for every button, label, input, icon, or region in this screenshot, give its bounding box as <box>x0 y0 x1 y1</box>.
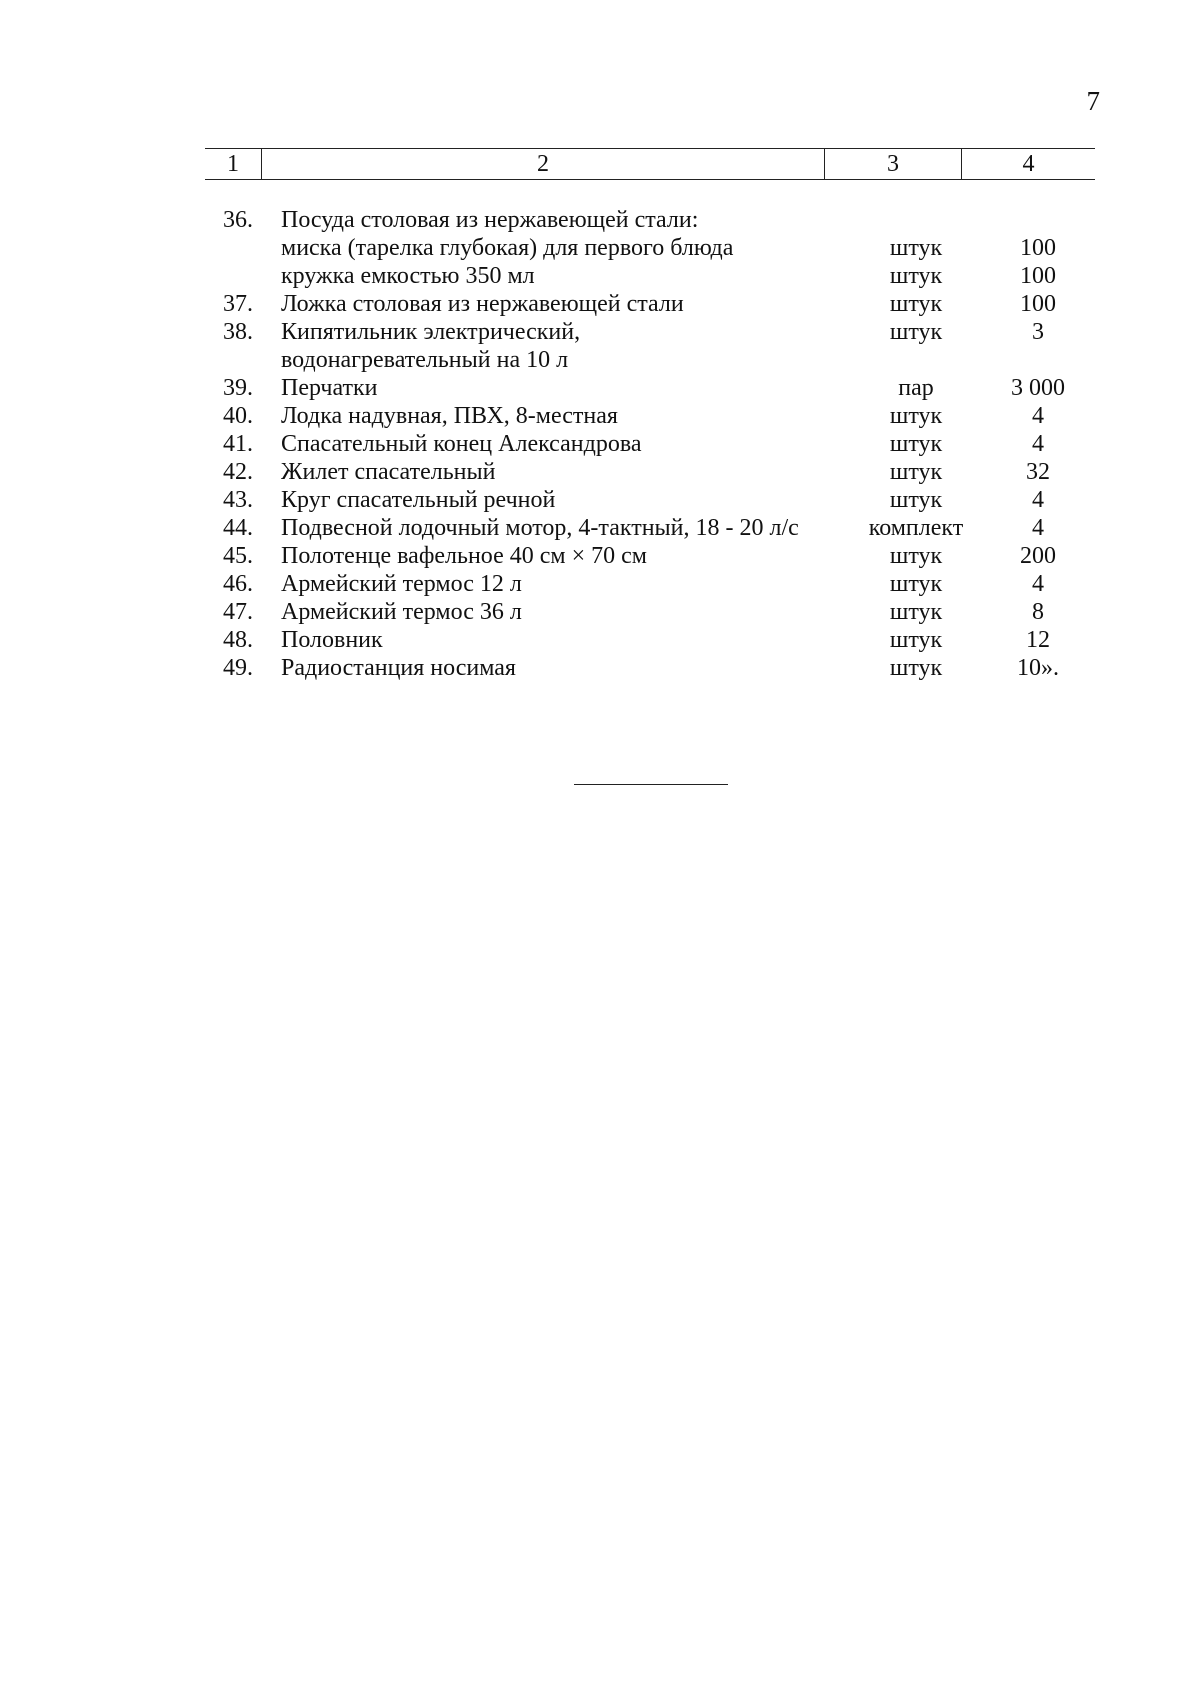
item-unit: комплект <box>868 515 964 541</box>
item-name: Половник <box>281 627 383 653</box>
table-row <box>205 458 1095 486</box>
item-name: миска (тарелка глубокая) для первого блюда <box>281 235 734 261</box>
item-name: Спасательный конец Александрова <box>281 431 642 457</box>
item-quantity: 3 <box>1032 319 1044 345</box>
item-name: Перчатки <box>281 375 378 401</box>
table-row <box>205 570 1095 598</box>
item-name: Посуда столовая из нержавеющей стали: <box>281 207 699 233</box>
item-unit: штук <box>889 263 943 289</box>
column-number-header <box>205 148 1095 180</box>
row-number <box>205 234 281 262</box>
table-row <box>205 402 1095 430</box>
item-name: Ложка столовая из нержавеющей стали <box>281 291 684 317</box>
item-quantity: 4 <box>1032 515 1044 541</box>
item-name: Радиостанция носимая <box>281 655 516 681</box>
table-row <box>205 318 1095 346</box>
header-col-3: 3 <box>825 149 962 179</box>
item-quantity: 4 <box>1032 403 1044 429</box>
end-rule <box>574 784 728 785</box>
item-name: Жилет спасательный <box>281 459 496 485</box>
row-number: 42. <box>223 459 253 485</box>
item-unit: штук <box>889 655 943 681</box>
table-row <box>205 290 1095 318</box>
item-unit <box>851 346 981 374</box>
item-name: Кипятильник электрический, <box>281 319 581 345</box>
item-unit: штук <box>889 627 943 653</box>
item-name: водонагревательный на 10 л <box>281 347 569 373</box>
items-table <box>205 206 1095 682</box>
header-col-1: 1 <box>205 149 262 179</box>
item-quantity: 3 000 <box>1011 375 1065 401</box>
header-col-2: 2 <box>262 149 825 179</box>
table-row <box>205 374 1095 402</box>
item-name: Подвесной лодочный мотор, 4-тактный, 18 - 20 л/с <box>281 515 799 541</box>
item-name: Армейский термос 12 л <box>281 571 522 597</box>
item-unit: штук <box>889 487 943 513</box>
table-row <box>205 626 1095 654</box>
item-quantity: 32 <box>1026 459 1050 485</box>
row-number: 40. <box>223 403 253 429</box>
item-quantity: 100 <box>1020 235 1056 261</box>
row-number: 45. <box>223 543 253 569</box>
row-number: 38. <box>223 319 253 345</box>
item-unit: штук <box>889 571 943 597</box>
row-number: 37. <box>223 291 253 317</box>
item-quantity: 100 <box>1020 291 1056 317</box>
item-quantity: 4 <box>1032 431 1044 457</box>
item-quantity: 12 <box>1026 627 1050 653</box>
item-name: Круг спасательный речной <box>281 487 556 513</box>
row-number: 44. <box>223 515 253 541</box>
item-quantity: 10». <box>1017 655 1059 681</box>
header-col-4: 4 <box>1022 151 1035 177</box>
table-row <box>205 486 1095 514</box>
table-row <box>205 346 1095 374</box>
row-number: 43. <box>223 487 253 513</box>
item-name: Лодка надувная, ПВХ, 8-местная <box>281 403 618 429</box>
page-number: 7 <box>1086 86 1100 116</box>
row-number: 36. <box>223 207 253 233</box>
item-quantity: 200 <box>1020 543 1056 569</box>
row-number: 41. <box>223 431 253 457</box>
item-unit: штук <box>889 403 943 429</box>
item-unit: штук <box>889 599 943 625</box>
item-unit <box>851 206 981 234</box>
item-quantity <box>981 206 1095 234</box>
item-quantity: 8 <box>1032 599 1044 625</box>
row-number <box>205 262 281 290</box>
table-row <box>205 262 1095 290</box>
item-unit: штук <box>889 235 943 261</box>
table-row <box>205 234 1095 262</box>
item-quantity: 4 <box>1032 571 1044 597</box>
table-row <box>205 514 1095 542</box>
table-row <box>205 542 1095 570</box>
item-unit: пар <box>898 375 934 401</box>
item-unit: штук <box>889 431 943 457</box>
item-unit: штук <box>889 291 943 317</box>
item-unit: штук <box>889 459 943 485</box>
item-name: кружка емкостью 350 мл <box>281 263 535 289</box>
row-number: 39. <box>223 375 253 401</box>
item-name: Полотенце вафельное 40 см × 70 см <box>281 543 647 569</box>
table-row <box>205 430 1095 458</box>
item-unit: штук <box>889 319 943 345</box>
row-number: 46. <box>223 571 253 597</box>
item-quantity: 4 <box>1032 487 1044 513</box>
item-quantity <box>981 346 1095 374</box>
item-quantity: 100 <box>1020 263 1056 289</box>
row-number <box>205 346 281 374</box>
row-number: 48. <box>223 627 253 653</box>
item-name: Армейский термос 36 л <box>281 599 522 625</box>
table-row <box>205 206 1095 234</box>
row-number: 49. <box>223 655 253 681</box>
table-row <box>205 654 1095 682</box>
table-row <box>205 598 1095 626</box>
item-unit: штук <box>889 543 943 569</box>
row-number: 47. <box>223 599 253 625</box>
